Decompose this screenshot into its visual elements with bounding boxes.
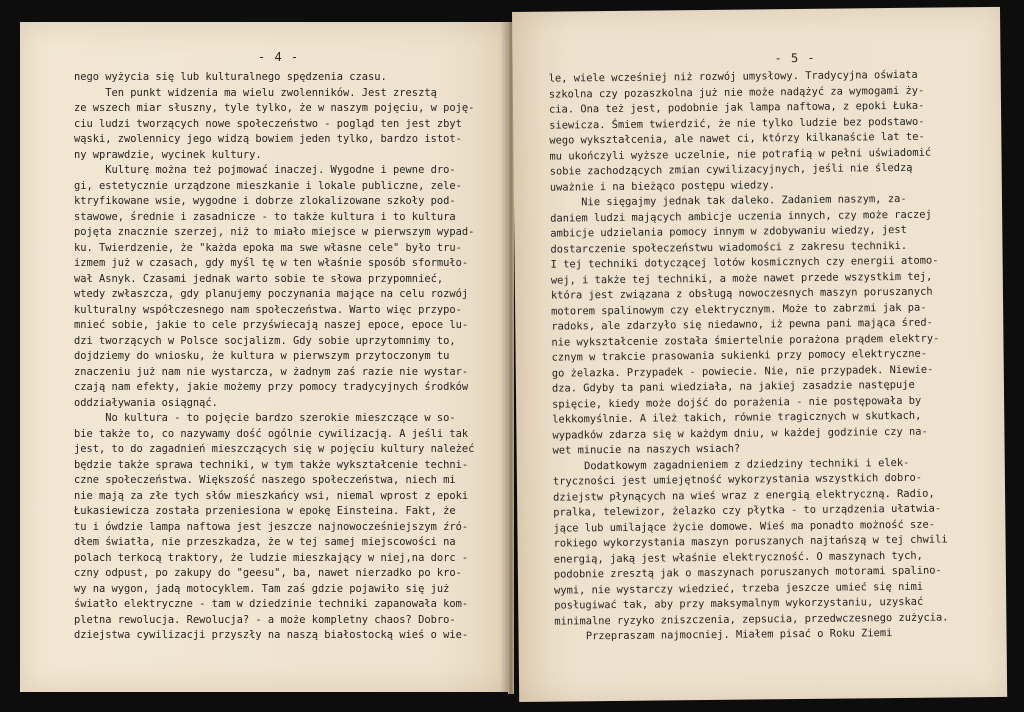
text-line: wał Asnyk. Czasami jednak warto sobie te słowa przypomnieć, <box>74 272 444 285</box>
text-line: kulturalny współczesnego nam społeczeństwa. Warto więc przypo- <box>74 303 462 316</box>
text-line: jące lub umilające życie domowe. Wieś ma ponadto możność sze- <box>553 518 936 535</box>
text-line: rokiego wykorzystania maszyn poruszanych najtańszą w tej chwili <box>553 533 948 550</box>
text-line: le, wiele wcześniej niż rozwój umysłowy. Tradycyjna oświata <box>548 68 918 85</box>
text-line: dzi tworzących w Polsce socjalizm. Gdy sobie uprzytomnimy to, <box>74 334 456 347</box>
text-line: mnieć sobie, jakie to cele przyświecają naszej epoce, epoce lu- <box>74 319 469 331</box>
text-line: wego wykształcenia, ale nawet ci, którzy kilkanaście lat te- <box>549 130 925 147</box>
left-page <box>20 22 510 692</box>
text-line: nie mają za złe tych słów mieszkańcy wsi, niemal wprost z epoki <box>74 489 469 502</box>
text-line: czają nam efekty, jakie możemy przy pomocy tradycyjnych środków <box>74 381 469 393</box>
text-line: siewicza. Śmiem twierdzić, że nie tylko ludzie bez podstawo- <box>549 115 925 132</box>
text-line: wąski, zwolennicy jego widzą bowiem jeden tylko, bardzo istot- <box>74 133 462 145</box>
text-line: czny odpust, po zakupy do "geesu", ba, nawet nierzadko po kro- <box>74 567 462 579</box>
right-page-text <box>549 67 985 645</box>
text-line: izmem już w czasach, gdy myśl tę w ten właśnie sposób sformuło- <box>74 257 469 269</box>
text-line: uważnie i na bieżąco postępu wiedzy. <box>549 178 776 194</box>
page-number-right: - 5 - <box>774 50 816 66</box>
text-line: cia. Ona też jest, podobnie jak lampa naftowa, z epoki Łuka- <box>548 99 925 116</box>
text-line: dłem światła, nie przeszkadza, że w tej samej miejscowości na <box>74 536 456 548</box>
text-line: światło elektryczne - tam w dziedzinie techniki zapanowała kom- <box>74 598 469 610</box>
text-line: ambicje udzielania pomocy innym w zdobywaniu wiedzy, jest <box>550 223 907 240</box>
text-line: minimalne ryzyko zniszczenia, zepsucia, przedwczesnego zużycia. <box>554 610 949 628</box>
left-page-text <box>74 70 486 644</box>
text-line: ze wszech miar słuszny, tyle tylko, że w naszym pojęciu, w poję- <box>74 102 475 114</box>
text-line: wymi, nie wystarczy wiedzieć, trzeba jeszcze umieć się nimi <box>553 580 924 597</box>
text-line: gi, estetycznie urządzone mieszkanie i lokale publiczne, zele- <box>74 179 462 192</box>
text-line: dziejstw płynących na wieś wraz z energią elektryczną. Radio, <box>553 487 935 504</box>
text-line: stawowe, średnie i zasadnicze - to także kultura i to kultura <box>74 210 456 223</box>
right-page <box>512 7 1007 702</box>
text-line: będzie także sprawa techniki, w tym także wykształcenie techni- <box>74 458 469 471</box>
text-line: wtedy zwłaszcza, gdy planujemy poczynania mające na celu rozwój <box>74 288 469 300</box>
text-line: która jest związana z obsługą nowoczesnych maszyn poruszanych <box>550 285 933 302</box>
text-line: cznym w trakcie prasowania sukienki przy pomocy elektryczne- <box>551 347 928 364</box>
text-line: wypadków zdarza się w każdym dniu, w każdej godzinie czy na- <box>552 425 928 442</box>
text-line: dziejstwa cywilizacji przyszły na naszą białostocką wieś o wie- <box>74 629 469 641</box>
text-line: go żelazka. Przypadek - powiecie. Nie, nie przypadek. Niewie- <box>551 363 934 380</box>
text-line: ku. Twierdzenie, że "każda epoka ma swe własne cele" było tru- <box>74 241 462 254</box>
text-line: nie wykształcenie została śmiertelnie porażona prądem elektry- <box>551 332 940 349</box>
text-line: dojdziemy do wniosku, że kultura w pierwszym przytoczonym tu <box>74 350 450 362</box>
text-line: czne społeczeństwa. Większość naszego społeczeństwa, niech mi <box>74 474 456 486</box>
text-line: Łukasiewicza została przeniesiona w epokę Einsteina. Fakt, że <box>74 505 456 517</box>
text-line: ciu ludzi tworzących nowe społeczeństwo - pogląd ten jest zbyt <box>74 117 462 130</box>
text-line: daniem ludzi mających ambicje uczenia innych, czy może raczej <box>550 208 932 225</box>
text-line: bie także to, co nazywamy dość ogólnie cywilizacją. A jeśli tak <box>74 427 469 440</box>
text-line: motorem spalinowym czy elektrycznym. Może to zabrzmi jak pa- <box>551 301 927 318</box>
text-line: szkolna czy pozaszkolna już nie może nadążyć za wymogami ży- <box>548 84 925 101</box>
text-line: sobie zachodzących zmian cywilizacyjnych, jeśli nie śledzą <box>549 161 913 178</box>
text-line: energią, jaką jest właśnie elektryczność. O maszynach tych, <box>553 549 923 566</box>
text-line: ktryfikowane wsie, wygodne i dobrze zlokalizowane szkoły pod- <box>74 195 456 207</box>
page-number-left: - 4 - <box>258 50 300 64</box>
text-line: dza. Gdyby ta pani wiedziała, na jakiej zasadzie następuje <box>551 378 915 395</box>
text-line: wy na wygon, jadą motocyklem. Tam zaś gdzie pojawiło się już <box>74 582 450 595</box>
text-line: Ten punkt widzenia ma wielu zwolenników. Jest zresztą <box>74 86 437 99</box>
text-line: pralka, telewizor, żelazko czy płytka - to urządzenia ułatwia- <box>553 502 942 519</box>
text-line: nego wyżycia się lub kulturalnego spędzenia czasu. <box>74 71 387 83</box>
text-line: znaczeniu już nam nie wystarcza, w żadnym zaś razie nie wystar- <box>74 365 469 378</box>
text-line: wet minucie na naszych wsiach? <box>552 442 741 457</box>
text-line: podobnie zresztą jak o maszynach poruszanych motorami spalino- <box>553 564 942 581</box>
text-line: Dodatkowym zagadnieniem z dziedziny techniki i elek- <box>552 456 910 473</box>
text-line: Kulturę można też pojmować inaczej. Wygodne i pewne dro- <box>74 164 456 176</box>
text-line: No kultura - to pojęcie bardzo szerokie mieszczące w so- <box>74 412 456 424</box>
text-line: tu i ówdzie lampa naftowa jest jeszcze najnowocześniejszym źró- <box>74 520 469 533</box>
text-line: jest, to do zagadnień mieszczących się w pojęciu kultury należeć <box>74 443 475 455</box>
text-line: oddziaływania osiągnąć. <box>74 396 218 409</box>
text-line: pojęta znacznie szerzej, niż to miało miejsce w pierwszym wypad- <box>74 226 475 238</box>
text-line: radoks, ale zdarzyło się niedawno, iż pewna pani mająca śred- <box>551 316 933 333</box>
text-line: Nie sięgajmy jednak tak daleko. Zadaniem naszym, za- <box>549 192 907 209</box>
text-line: pletna rewolucja. Rewolucja? - a może kompletny chaos? Dobro- <box>74 613 456 626</box>
text-line: polach terkocą traktory, że ludzie mieszkający w niej,na dorc - <box>74 551 469 564</box>
text-line: posługiwać tak, aby przy maksymalnym wykorzystaniu, uzyskać <box>554 595 924 612</box>
book-spread <box>20 22 1002 696</box>
text-line: tryczności jest umiejętność wykorzystania wszystkich dobro- <box>552 471 923 488</box>
text-line: Przepraszam najmocniej. Miałem pisać o Roku Ziemi <box>554 627 893 643</box>
text-line: ny wprawdzie, wycinek kultury. <box>74 148 262 161</box>
text-line: dostarczenie społeczeństwu wiadomości z zakresu techniki. <box>550 239 908 256</box>
text-line: spięcie, kiedy może dojść do porażenia - nie postępowała by <box>552 394 922 411</box>
text-line: lekkomyślnie. A ileż takich, równie tragicznych w skutkach, <box>552 409 922 426</box>
text-line: wej, i także tej techniki, a może nawet przede wszystkim tej, <box>550 270 933 287</box>
text-line: I tej techniki dotyczącej lotów kosmicznych czy energii atomo- <box>550 254 939 271</box>
text-line: mu ukończyli wyższe uczelnie, nie potrafią w pełni uświadomić <box>549 146 932 163</box>
